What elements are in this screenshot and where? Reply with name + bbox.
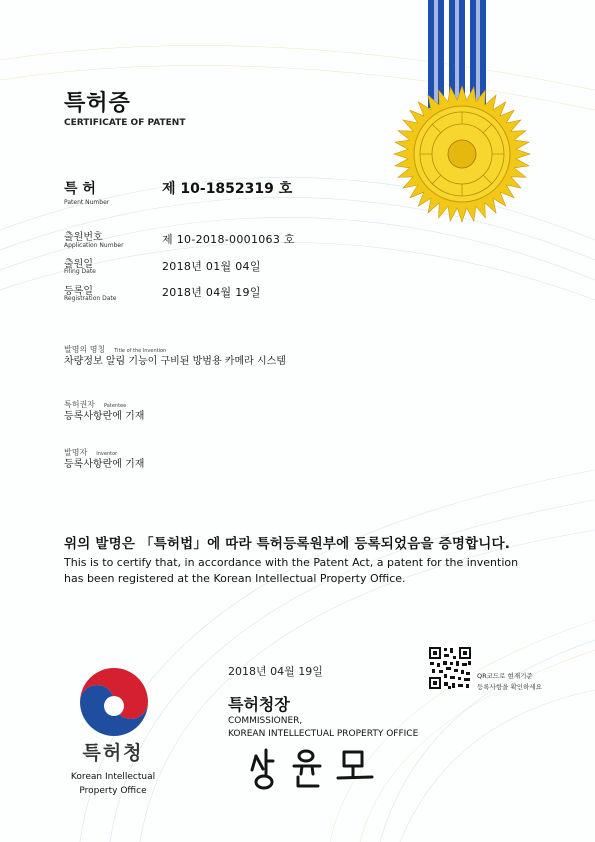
patentee-label-ko: 특허권자 bbox=[64, 400, 95, 409]
office-name-en-line1: Korean Intellectual bbox=[70, 772, 156, 782]
registration-date-label-en: Registration Date bbox=[64, 295, 117, 302]
office-name-ko: 특허청 bbox=[82, 742, 144, 764]
patentee-label-en: Patentee bbox=[104, 403, 127, 409]
inventor-value: 등록사항란에 기재 bbox=[64, 459, 145, 470]
invention-title-value: 차량정보 알림 기능이 구비된 방범용 카메라 시스템 bbox=[64, 356, 286, 367]
filing-date-label-ko: 출원일 bbox=[64, 259, 93, 270]
application-number-label-ko: 출원번호 bbox=[64, 232, 103, 243]
certification-text-en-line2: has been registered at the Korean Intellectual Property Office. bbox=[64, 572, 406, 585]
registration-date-value: 2018년 04월 19일 bbox=[162, 286, 261, 299]
inventor-label-ko: 발명자 bbox=[64, 448, 88, 457]
commissioner-title-ko: 특허청장 bbox=[228, 695, 290, 714]
certification-text-en-line1: This is to certify that, in accordance with the Patent Act, a patent for the invention bbox=[64, 556, 519, 569]
invention-title-label-en: Title of the Invention bbox=[114, 348, 167, 354]
qr-code-icon bbox=[428, 646, 472, 690]
patent-number-value: 제 10-1852319 호 bbox=[162, 181, 293, 197]
signature-image bbox=[248, 744, 388, 794]
issue-date: 2018년 04월 19일 bbox=[228, 665, 323, 678]
qr-note-line2: 등록사항을 확인하세요 bbox=[477, 683, 542, 691]
inventor-label-en: Inventor bbox=[96, 451, 118, 457]
patentee-value: 등록사항란에 기재 bbox=[64, 411, 145, 422]
patent-number-label-ko: 특 허 bbox=[64, 181, 96, 197]
patent-number-label-en: Patent Number bbox=[64, 199, 110, 206]
gold-seal-icon bbox=[392, 84, 532, 224]
office-name-en-line2: Property Office bbox=[79, 786, 147, 796]
qr-note-line1: QR코드로 현재기준 bbox=[477, 672, 533, 680]
taegeuk-emblem-icon bbox=[74, 662, 154, 742]
certificate-title-ko: 특허증 bbox=[64, 91, 131, 116]
commissioner-title-en-line1: COMMISSIONER, bbox=[228, 716, 303, 726]
filing-date-label-en: Filing Date bbox=[64, 268, 96, 275]
application-number-label-en: Application Number bbox=[64, 242, 124, 249]
filing-date-value: 2018년 01월 04일 bbox=[162, 260, 261, 273]
invention-title-label-ko: 발명의 명칭 bbox=[64, 345, 106, 354]
application-number-value: 제 10-2018-0001063 호 bbox=[162, 233, 295, 246]
certificate-title-en: CERTIFICATE OF PATENT bbox=[64, 118, 186, 128]
registration-date-label-ko: 등록일 bbox=[64, 286, 93, 297]
certification-text-ko: 위의 발명은 「특허법」에 따라 특허등록원부에 등록되었음을 증명합니다. bbox=[64, 536, 511, 552]
commissioner-title-en-line2: KOREAN INTELLECTUAL PROPERTY OFFICE bbox=[228, 729, 419, 739]
